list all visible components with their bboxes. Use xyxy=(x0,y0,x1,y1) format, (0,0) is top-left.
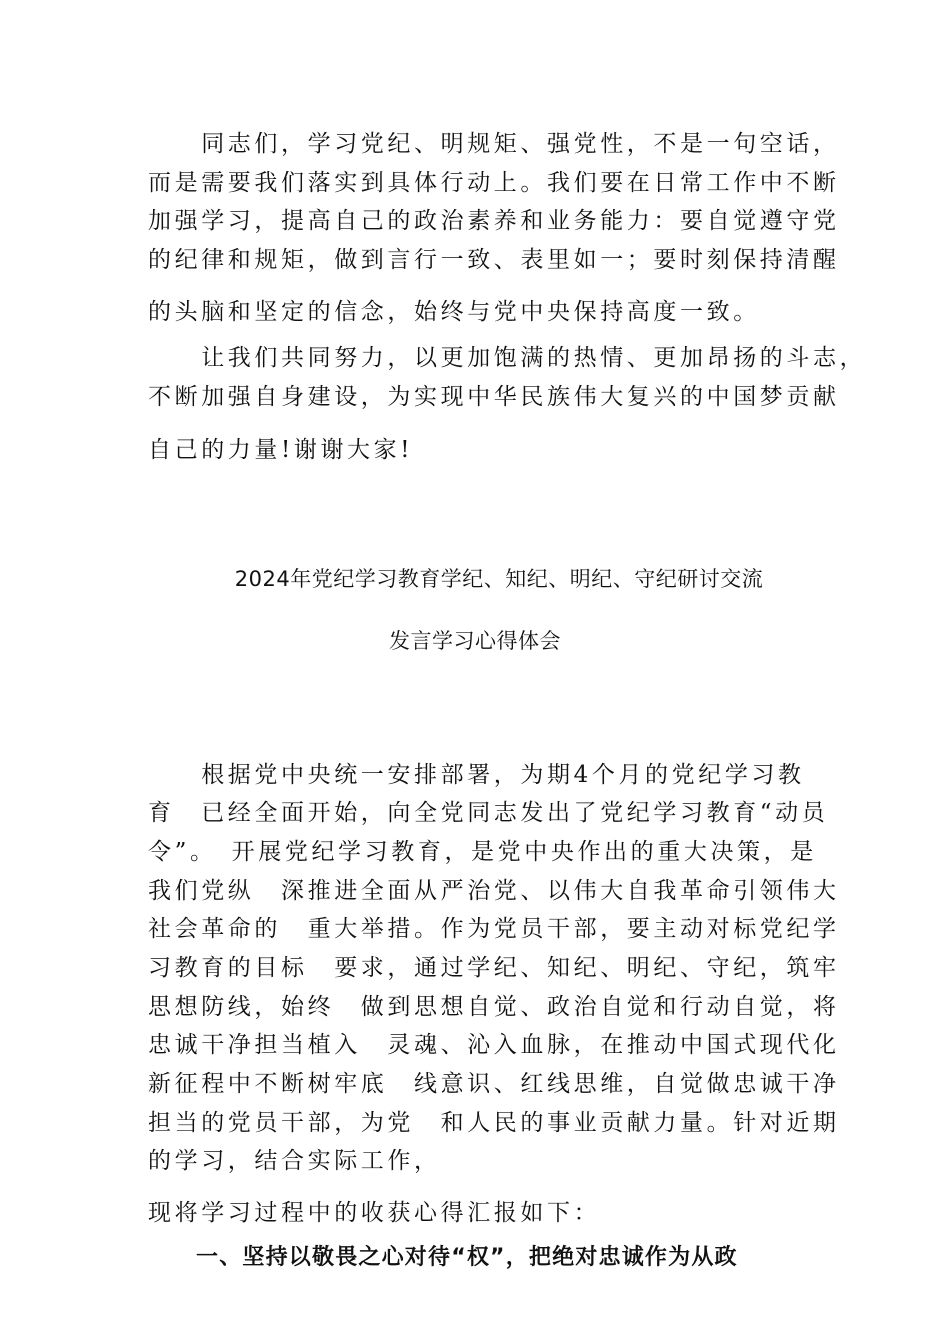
body-line: 根据党中央统一安排部署，为期4个月的党纪学习教 xyxy=(148,762,805,788)
text-line: 加强学习，提高自己的政治素养和业务能力：要自觉遵守党 xyxy=(148,208,840,234)
text-line: 而是需要我们落实到具体行动上。我们要在日常工作中不断 xyxy=(148,170,840,196)
body-line: 的学习，结合实际工作， xyxy=(148,1148,441,1174)
body-line: 思想防线，始终 做到思想自觉、政治自觉和行动自觉，将 xyxy=(148,994,840,1020)
body-line: 担当的党员干部，为党 和人民的事业贡献力量。针对近期 xyxy=(148,1110,840,1136)
section-heading: 一、坚持以敬畏之心对待“权”，把绝对忠诚作为从政 xyxy=(196,1245,738,1270)
article-title-line-2: 发言学习心得体会 xyxy=(389,629,561,653)
text-line: 同志们，学习党纪、明规矩、强党性，不是一句空话， xyxy=(148,131,840,157)
text-line: 让我们共同努力，以更加饱满的热情、更加昂扬的斗志， xyxy=(148,345,867,371)
body-line: 新征程中不断树牢底 线意识、红线思维，自觉做忠诚干净 xyxy=(148,1071,840,1097)
body-line: 育 已经全面开始，向全党同志发出了党纪学习教育“动员 xyxy=(148,800,829,826)
text-line: 自己的力量!谢谢大家! xyxy=(148,437,414,463)
article-title-line-1: 2024年党纪学习教育学纪、知纪、明纪、守纪研讨交流 xyxy=(234,567,764,591)
body-line: 我们党纵 深推进全面从严治党、以伟大自我革命引领伟大 xyxy=(148,878,840,904)
text-line: 的纪律和规矩，做到言行一致、表里如一；要时刻保持清醒 xyxy=(148,247,840,273)
body-line: 习教育的目标 要求，通过学纪、知纪、明纪、守纪，筑牢 xyxy=(148,955,840,981)
body-line: 现将学习过程中的收获心得汇报如下： xyxy=(148,1200,601,1226)
text-line: 的头脑和坚定的信念，始终与党中央保持高度一致。 xyxy=(148,299,760,325)
body-line: 忠诚干净担当植入 灵魂、沁入血脉，在推动中国式现代化 xyxy=(148,1032,840,1058)
text-line: 不断加强自身建设，为实现中华民族伟大复兴的中国梦贡献 xyxy=(148,384,840,410)
body-line: 社会革命的 重大举措。作为党员干部，要主动对标党纪学 xyxy=(148,916,840,942)
body-line: 令”。 开展党纪学习教育，是党中央作出的重大决策，是 xyxy=(148,839,817,865)
